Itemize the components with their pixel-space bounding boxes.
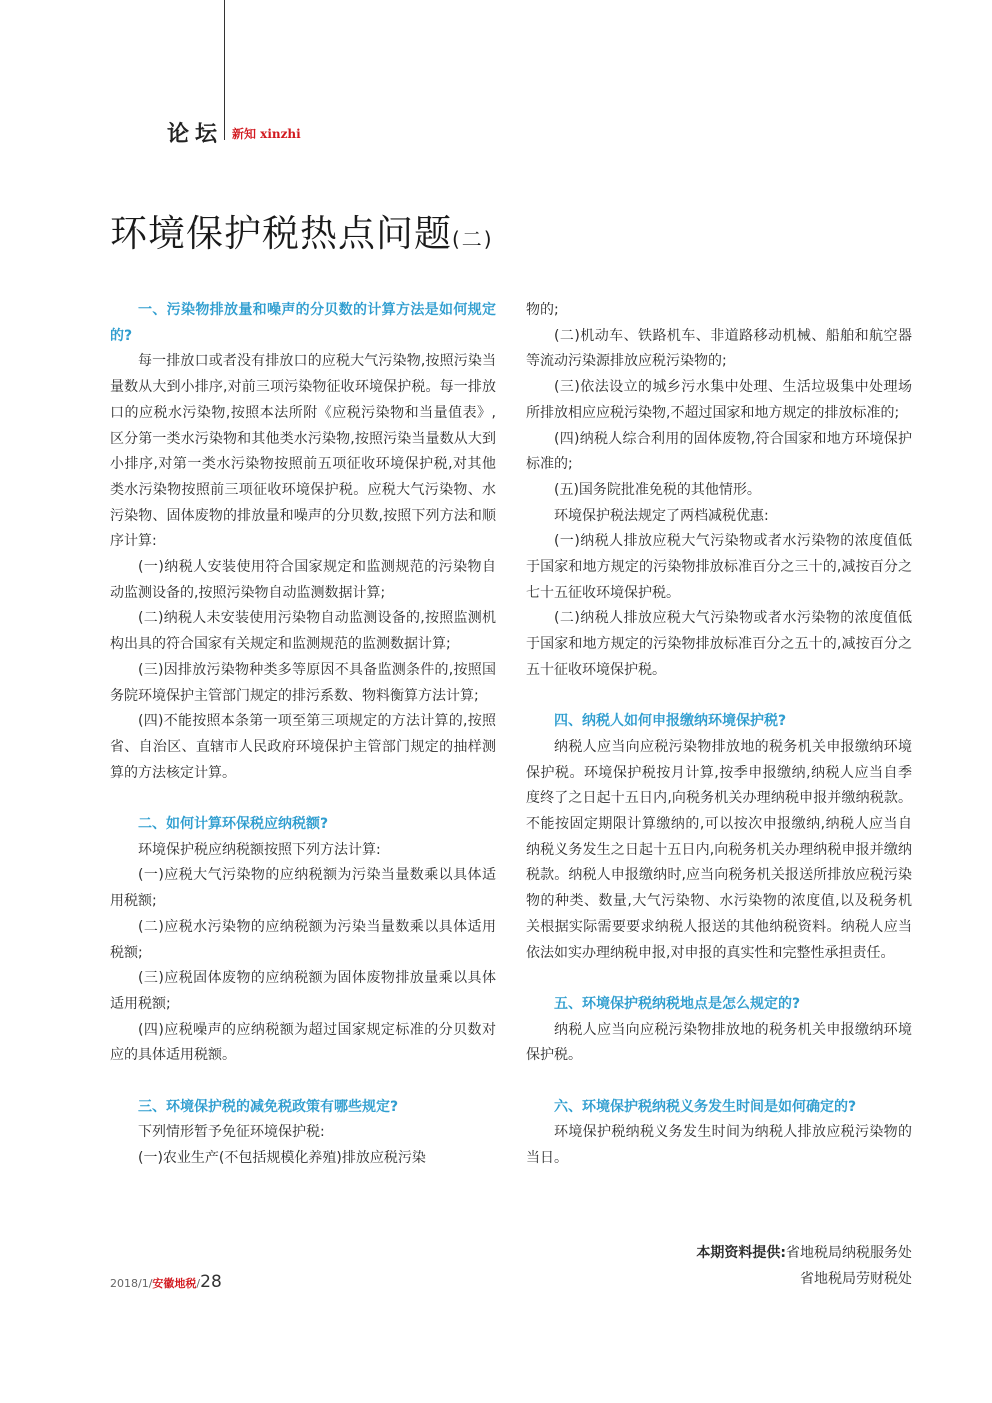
body-paragraph: (一)纳税人排放应税大气污染物或者水污染物的浓度值低于国家和地方规定的污染物排放标准百分之三十的,减按百分之七十五征收环境保护税。 (526, 533, 912, 601)
body-paragraph: (一)农业生产(不包括规模化养殖)排放应税污染 (138, 1150, 426, 1167)
body-paragraph: (二)纳税人排放应税大气污染物或者水污染物的浓度值低于国家和地方规定的污染物排放标准百分之五十的,减按百分之五十征收环境保护税。 (526, 610, 912, 678)
credit-label: 本期资料提供: (696, 1245, 786, 1261)
body-paragraph: 环境保护税法规定了两档减税优惠: (554, 507, 769, 524)
body-paragraph: 纳税人应当向应税污染物排放地的税务机关申报缴纳环境保护税。 (526, 1021, 912, 1064)
header-divider-line (224, 0, 225, 140)
page-title-main: 环境保护税热点问题 (110, 212, 452, 255)
footer-date: 2018/1/ (110, 1277, 153, 1290)
credit-line-1 (560, 1240, 912, 1266)
page-title (110, 203, 494, 257)
body-paragraph: (二)应税水污染物的应纳税额为污染当量数乘以具体适用税额; (110, 918, 496, 961)
body-paragraph: (一)应税大气污染物的应纳税额为污染当量数乘以具体适用税额; (110, 867, 496, 910)
page-title-suffix: (二) (452, 227, 494, 251)
page-number: 28 (200, 1272, 222, 1292)
body-paragraph: 纳税人应当向应税污染物排放地的税务机关申报缴纳环境保护税。环境保护税按月计算,按季申报缴纳,纳税人应当自季度终了之日起十五日内,向税务机关办理纳税申报并缴纳税款。不能按固定期限计算缴纳的,可以按次申报缴纳,纳税人应当自纳税义务发生之日起十五日内,向税务机关办理纳税申报并缴纳税款。纳税人申报缴纳时,应当向税务机关报送所排放应税污染物的种类、数量,大气污染物、水污染物的浓度值,以及税务机关根据实际需要要求纳税人报送的其他纳税资料。纳税人应当依法如实办理纳税申报,对申报的真实性和完整性承担责任。 (526, 738, 912, 961)
credit-source-2: 省地税局劳财税处 (800, 1271, 912, 1287)
right-column (526, 298, 912, 1172)
body-paragraph: 环境保护税应纳税额按照下列方法计算: (138, 841, 381, 858)
paragraph-spacer (526, 966, 912, 992)
body-paragraph: 每一排放口或者没有排放口的应税大气污染物,按照污染当量数从大到小排序,对前三项污染物征收环境保护税。每一排放口的应税水污染物,按照本法所附《应税污染物和当量值表》,区分第一类水污染物和其他类水污染物,按照污染当量数从大到小排序,对第一类水污染物按照前五项征收环境保护税,对其他类水污染物按照前三项征收环境保护税。应税大气污染物、水污染物、固体废物的排放量和噪声的分贝数,按照下列方法和顺序计算: (110, 353, 496, 550)
section-heading: 五、环境保护税纳税地点是怎么规定的? (554, 995, 801, 1012)
section-heading: 四、纳税人如何申报缴纳环境保护税? (554, 713, 787, 730)
body-paragraph: 下列情形暂予免征环境保护税: (138, 1124, 325, 1141)
paragraph-continuation: 物的; (526, 302, 559, 318)
paragraph-spacer (526, 1069, 912, 1095)
paragraph-spacer (110, 786, 496, 812)
body-paragraph: (一)纳税人安装使用符合国家规定和监测规范的污染物自动监测设备的,按照污染物自动监测数据计算; (110, 559, 496, 601)
body-paragraph: 环境保护税纳税义务发生时间为纳税人排放应税污染物的当日。 (526, 1124, 912, 1167)
section-heading: 六、环境保护税纳税义务发生时间是如何确定的? (554, 1098, 857, 1115)
body-paragraph: (五)国务院批准免税的其他情形。 (554, 481, 761, 498)
body-paragraph: (三)应税固体废物的应纳税额为固体废物排放量乘以具体适用税额; (110, 970, 496, 1012)
body-paragraph: (三)依法设立的城乡污水集中处理、生活垃圾集中处理场所排放相应应税污染物,不超过国家和地方规定的排放标准的; (526, 379, 912, 421)
body-paragraph: (四)应税噪声的应纳税额为超过国家规定标准的分贝数对应的具体适用税额。 (110, 1021, 496, 1064)
section-heading: 一、污染物排放量和噪声的分贝数的计算方法是如何规定的? (110, 302, 496, 344)
section-label: 论坛 (167, 121, 224, 147)
section-subtitle: 新知 xinzhi (232, 127, 301, 141)
page-footer (110, 1272, 222, 1292)
body-paragraph: (四)纳税人综合利用的固体废物,符合国家和地方环境保护标准的; (526, 430, 912, 473)
paragraph-spacer (526, 684, 912, 710)
left-column (110, 298, 496, 1172)
section-heading: 三、环境保护税的减免税政策有哪些规定? (138, 1098, 399, 1115)
footer-separator: / (196, 1277, 201, 1290)
body-paragraph: (四)不能按照本条第一项至第三项规定的方法计算的,按照省、自治区、直辖市人民政府环境保护主管部门规定的抽样测算的方法核定计算。 (110, 713, 496, 781)
footer-magazine: 安徽地税 (152, 1277, 197, 1290)
body-paragraph: (二)纳税人未安装使用污染物自动监测设备的,按照监测机构出具的符合国家有关规定和监测规范的监测数据计算; (110, 610, 496, 653)
credit-block (560, 1240, 912, 1292)
paragraph-spacer (110, 1069, 496, 1095)
section-heading: 二、如何计算环保税应纳税额? (138, 816, 329, 833)
body-paragraph: (三)因排放污染物种类多等原因不具备监测条件的,按照国务院环境保护主管部门规定的排污系数、物料衡算方法计算; (110, 661, 496, 704)
body-paragraph: (二)机动车、铁路机车、非道路移动机械、船舶和航空器等流动污染源排放应税污染物的; (526, 327, 912, 370)
credit-source-1: 省地税局纳税服务处 (786, 1245, 912, 1261)
